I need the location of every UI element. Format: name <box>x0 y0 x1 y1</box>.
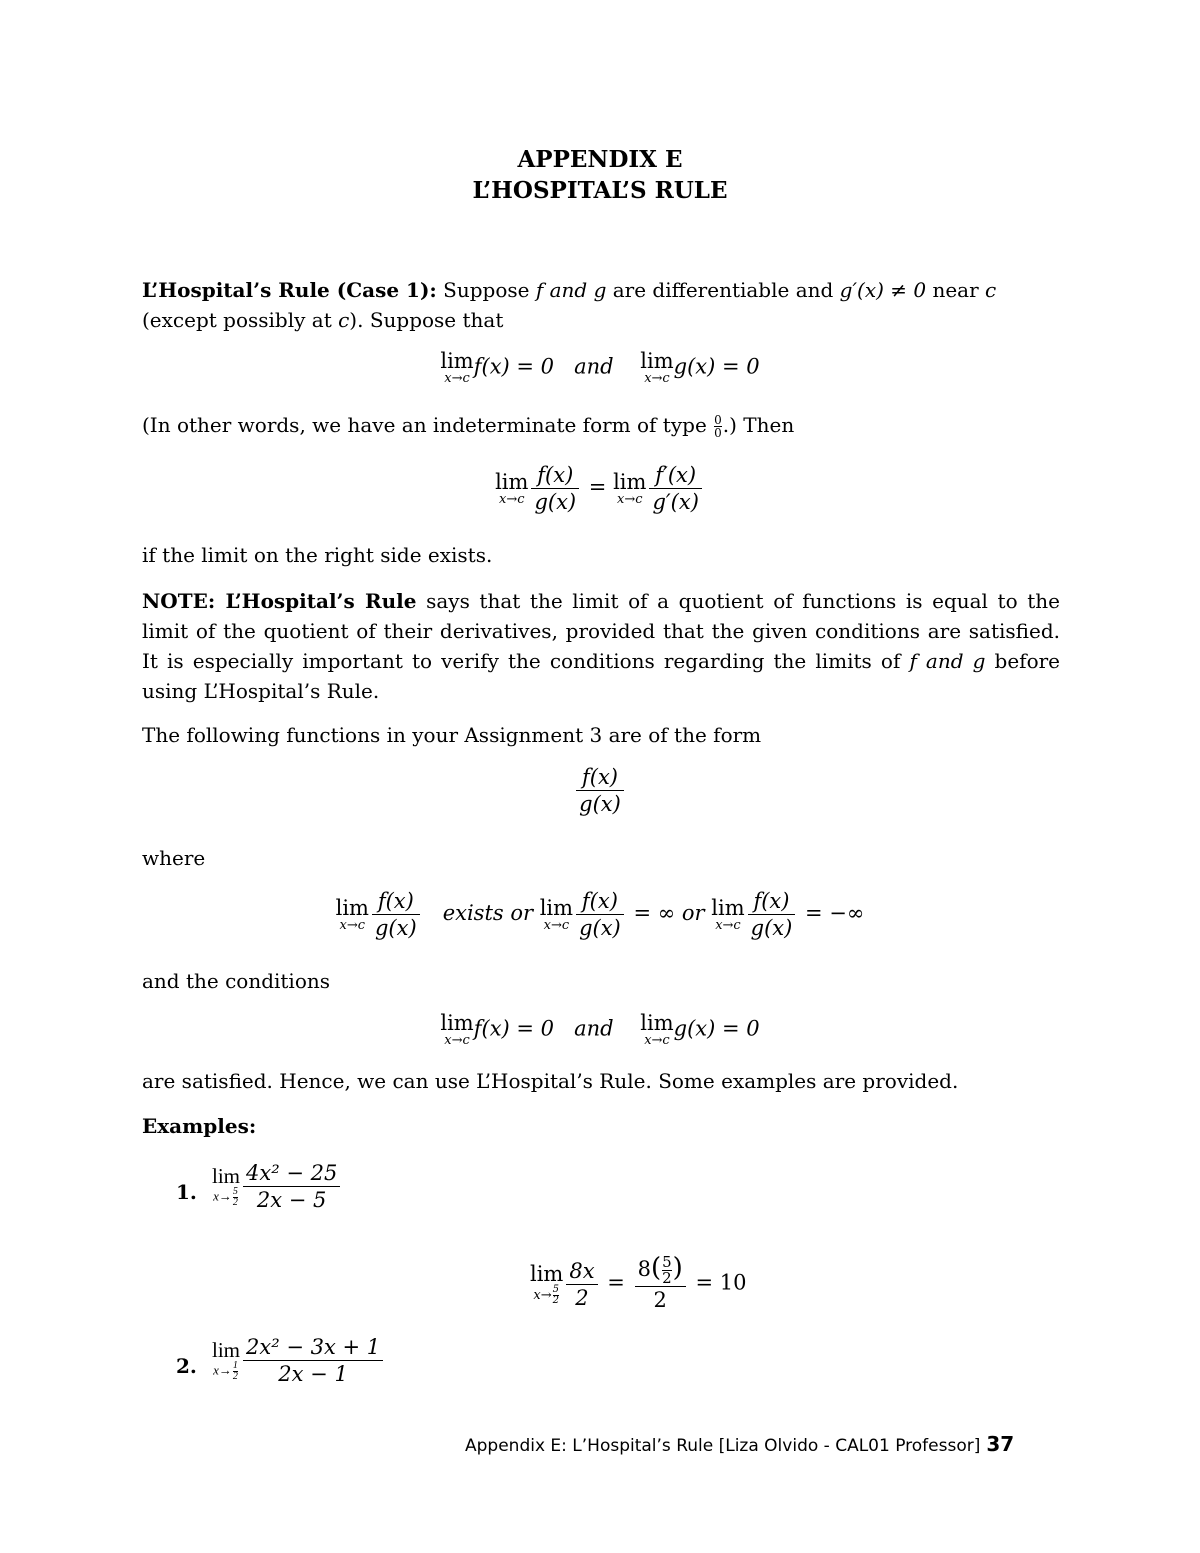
lim-operator: lim x→c <box>495 469 529 507</box>
example-1-solution: lim x→ $\frac{5}{2}$ $\frac{8x}{2}$ = 8( $\frac{5}{2}$ ) 2 = 10 <box>530 1253 747 1312</box>
equals-neg-infinity: = −∞ <box>804 901 865 925</box>
rule-text-3: near <box>926 278 986 302</box>
rule-c2: c <box>338 308 350 332</box>
lim-operator: lim x→ $\frac{1}{2}$ <box>212 1338 241 1382</box>
rule-text-2: are differentiable and <box>606 278 840 302</box>
footer-text: Appendix E: L’Hospital’s Rule [Liza Olvido - CAL01 Professor] <box>465 1436 981 1456</box>
lim-operator: lim x→ $\frac{5}{2}$ <box>212 1164 241 1208</box>
rule-label: L’Hospital’s Rule (Case 1): <box>142 278 437 302</box>
rule-and: and <box>543 278 594 302</box>
limit-g-zero: g(x) = 0 <box>673 354 760 379</box>
condition-equation-1 <box>0 350 1200 386</box>
satisfied-text: are satisfied. Hence, we can use L’Hospital’s Rule. Some examples are provided. <box>142 1069 959 1093</box>
note-paragraph: NOTE: L’Hospital’s Rule says that the limit of a quotient of functions is equal to the limit of the quotient of their derivatives, provided that the given conditions are satisfied. It is especially important to verify the conditions regarding the limits of f and g before using L’Hospital’s Rule. <box>142 589 1061 703</box>
rule-statement <box>142 275 1060 335</box>
following-text: The following functions in your Assignment 3 are of the form <box>142 723 762 747</box>
form-fraction: $\frac{f(x)}{g(x)}$ <box>0 764 1200 817</box>
page-footer <box>465 1432 1014 1456</box>
and-word: and <box>574 354 614 379</box>
lim-operator: lim x→c <box>440 349 474 386</box>
rule-gprime: g′(x) ≠ 0 <box>839 278 927 302</box>
rule-text-1: Suppose <box>436 278 536 302</box>
rule-line2a: (except possibly at <box>142 308 339 332</box>
note-rule: L’Hospital’s Rule <box>225 589 417 613</box>
conditions-text: and the conditions <box>142 969 331 993</box>
where-equation: lim x→c $\frac{f(x)}{g(x)}$ exists or lim x→c $\frac{f(x)}{g(x)}$ = ∞ or lim x→c $\frac{f(x)}{g(x)}$ = −∞ <box>335 889 865 940</box>
zero-over-zero: $\frac{0}{0}$ <box>714 413 722 440</box>
appendix-label: APPENDIX E <box>517 146 683 173</box>
equals-sign: = <box>588 475 607 499</box>
example-1-expression: lim x→ $\frac{5}{2}$ $\frac{\text{4x² − 25}}{2x - 5}$ <box>212 1160 343 1213</box>
page-title: L’HOSPITAL’S RULE <box>472 177 728 204</box>
example-1-number: 1. <box>176 1180 197 1204</box>
rule-f: f <box>535 278 544 302</box>
note-label: NOTE: <box>142 589 226 613</box>
condition-equation-2: lim x→c f(x) = 0 and lim x→c g(x) = 0 <box>440 1011 760 1048</box>
lim-operator: lim x→c <box>440 1011 474 1048</box>
equals-infinity: = ∞ <box>633 901 676 925</box>
lim-operator: lim x→ $\frac{5}{2}$ <box>530 1261 564 1306</box>
rule-g: g <box>593 278 607 302</box>
examples-label: Examples: <box>142 1114 257 1138</box>
indeterminate-statement: (In other words, we have an indeterminate form of type $\frac{0}{0}$ .) Then <box>142 413 795 440</box>
note-fg: f and g <box>909 649 986 673</box>
where-text: where <box>142 846 206 870</box>
lim-operator: lim x→c <box>613 469 647 507</box>
or-word: or <box>681 901 705 925</box>
right-side-text: if the limit on the right side exists. <box>142 543 493 567</box>
limit-f-zero: f(x) = 0 <box>473 354 555 379</box>
exists-or: exists or <box>442 901 534 925</box>
quotient-derivatives: $\frac{f'(x)}{g'(x)}$ <box>649 462 701 515</box>
quotient-fg: $\frac{f(x)}{g(x)}$ <box>531 462 579 515</box>
rule-c: c <box>985 278 997 302</box>
lim-operator: lim x→c <box>335 895 369 933</box>
lim-operator: lim x→c <box>640 1011 674 1048</box>
page-number: 37 <box>986 1432 1015 1456</box>
example-2-expression: lim x→ $\frac{1}{2}$ $\frac{\text{2x² − 3x + 1}}{2x - 1}$ <box>212 1334 386 1387</box>
lim-operator: lim x→c <box>640 349 674 386</box>
rule-line2b: ). Suppose that <box>349 308 504 332</box>
lim-operator: lim x→c <box>711 895 745 933</box>
lim-operator: lim x→c <box>539 895 574 933</box>
lhospital-equation <box>0 462 1200 515</box>
example-2-number: 2. <box>176 1354 197 1378</box>
